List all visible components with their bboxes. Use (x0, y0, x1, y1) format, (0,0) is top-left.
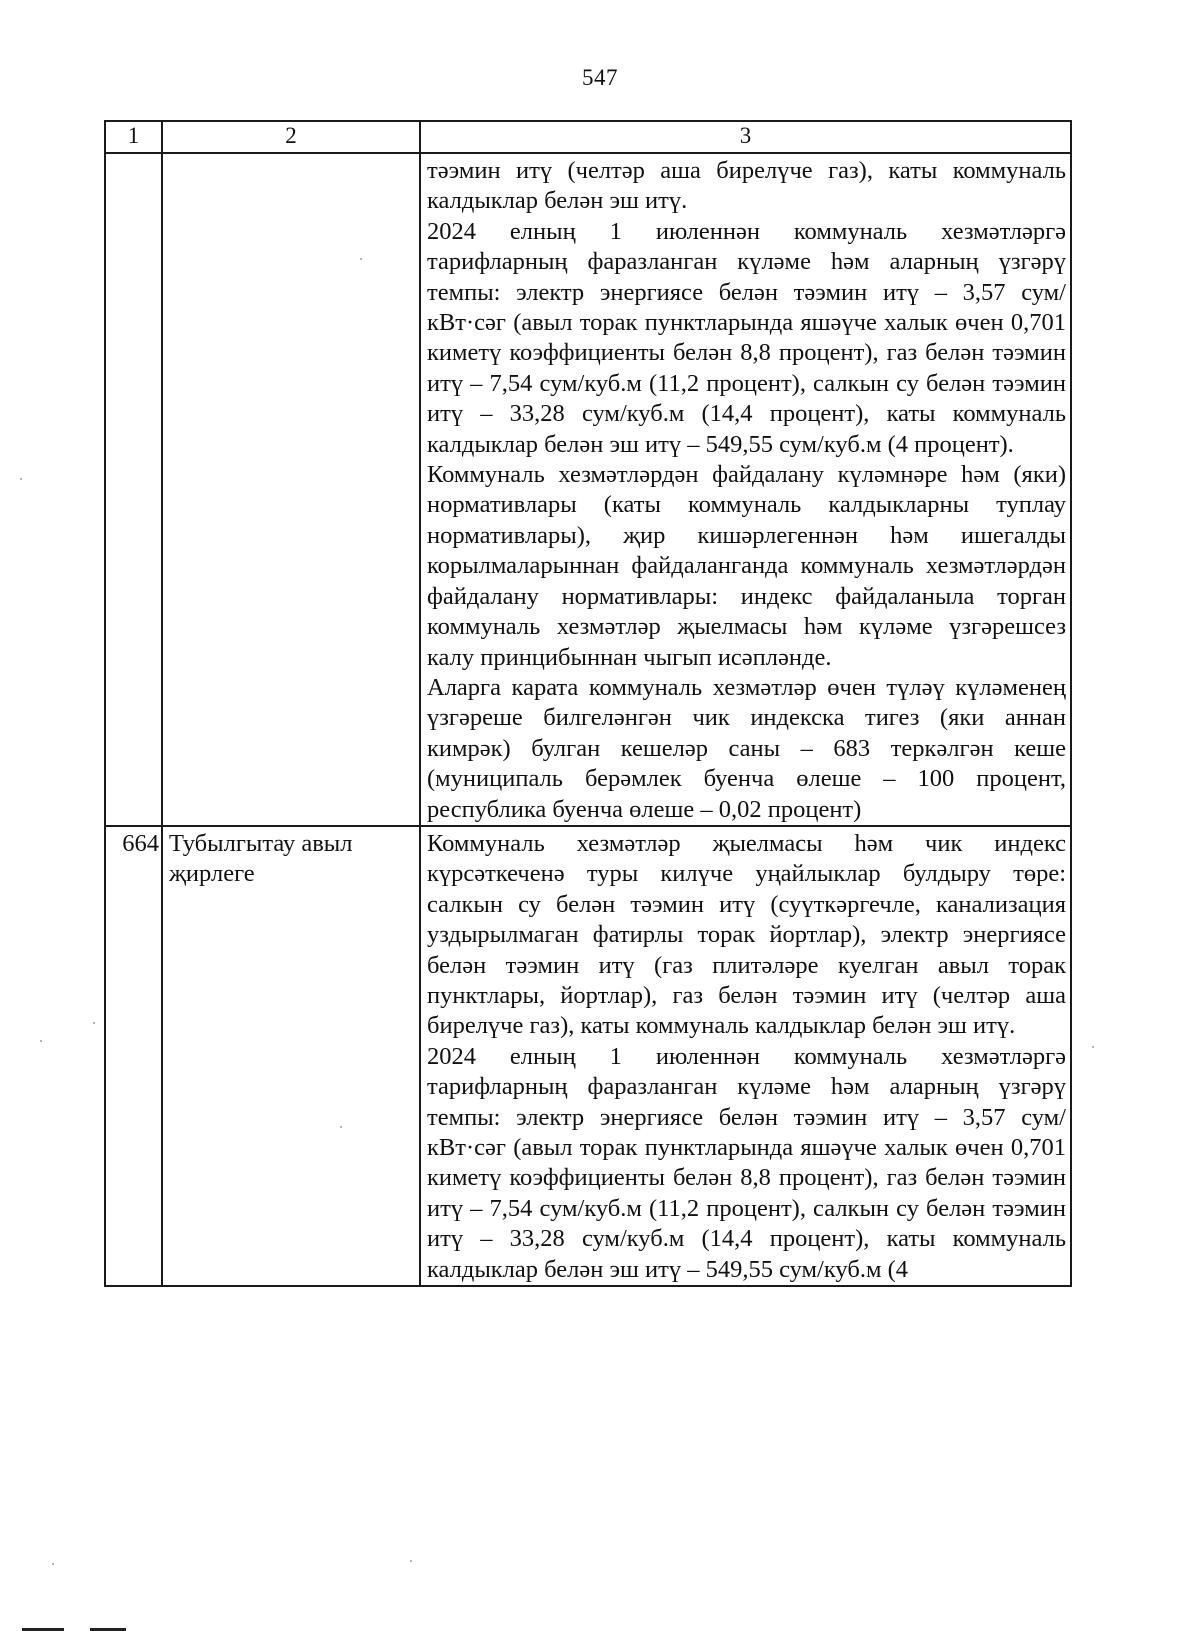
row-number-cell: 664 (105, 826, 162, 1286)
scan-speck (93, 1022, 95, 1024)
description-cell (420, 153, 1071, 826)
scan-speck (340, 1126, 342, 1128)
description-cell (420, 826, 1071, 1286)
description-paragraph: Коммуналь хезмәтләрдән файдалану күләмнәре һәм (яки) нормативлары (каты коммуналь калдыкларны туплау нормативлары), җир кишәрлегеннән һәм ишегалды корылмаларыннан файдаланганда коммуналь хезмәтләрдән файдалану нормативлары: индекс файдаланыла торган коммуналь хезмәтләр җыелмасы һәм күләме үзгәрешсез калу принцибыннан чыгып исәпләнде. (427, 461, 1066, 671)
settlement-name-cell: Тубылгытау авыл җирлеге (162, 826, 420, 1286)
description-paragraph: тәэмин итү (челтәр аша бирелүче газ), каты коммуналь калдыклар белән эш итү. (427, 157, 1066, 215)
scan-speck (410, 1560, 412, 1562)
settlement-name-cell (162, 153, 420, 826)
table-header-row (105, 121, 1071, 153)
document-table (104, 120, 1072, 1287)
header-col-2: 2 (162, 121, 420, 153)
description-paragraph: 2024 елның 1 июленнән коммуналь хезмәтләргә тарифларның фаразланган күләме һәм аларның үзгәрү темпы: электр энергиясе белән тәэмин итү – 3,57 сум/кВт·сәг (авыл торак пунктларында яшәүче халык өчен 0,701 киметү коэффициенты белән 8,8 процент), газ белән тәэмин итү – 7,54 сум/куб.м (11,2 процент), салкын су белән тәэмин итү – 33,28 сум/куб.м (14,4 процент), каты коммуналь калдыклар белән эш итү – 549,55 сум/куб.м (4 (427, 1042, 1066, 1283)
table-row (105, 826, 1071, 1286)
scan-speck (40, 1040, 42, 1042)
scan-speck (20, 478, 22, 480)
description-paragraph: 2024 елның 1 июленнән коммуналь хезмәтләргә тарифларның фаразланган күләме һәм аларның үзгәрү темпы: электр энергиясе белән тәэмин итү – 3,57 сум/кВт·сәг (авыл торак пунктларында яшәүче халык өчен 0,701 киметү коэффициенты белән 8,8 процент), газ белән тәэмин итү – 7,54 сум/куб.м (11,2 процент), салкын су белән тәэмин итү – 33,28 сум/куб.м (14,4 процент), каты коммуналь калдыклар белән эш итү – 549,55 сум/куб.м (4 процент). (427, 217, 1066, 458)
page-number: 547 (582, 65, 618, 90)
description-paragraph: Коммуналь хезмәтләр җыелмасы һәм чик индекс күрсәткеченә туры килүче уңайлыклар булдыру төре: салкын су белән тәэмин итү (суүткәргечле, канализация уздырылмаган фатирлы торак йортлар), электр энергиясе белән тәэмин итү (газ плитәләре куелган авыл торак пунктлары, йортлар), газ белән тәэмин итү (челтәр аша бирелүче газ), каты коммуналь калдыклар белән эш итү. (427, 829, 1066, 1040)
description-paragraph: Аларга карата коммуналь хезмәтләр өчен түләү күләменең үзгәреше билгеләнгән чик индекска тигез (яки аннан кимрәк) булган кешеләр саны – 683 теркәлгән кеше (муниципаль берәмлек буенча өлеше – 100 процент, республика буенча өлеше – 0,02 процент) (427, 673, 1066, 823)
header-col-1: 1 (105, 121, 162, 153)
scan-speck (52, 1563, 54, 1565)
header-col-3: 3 (420, 121, 1071, 153)
scan-speck (360, 258, 362, 260)
table-row (105, 153, 1071, 826)
scan-speck (1092, 1046, 1094, 1048)
row-number-cell (105, 153, 162, 826)
